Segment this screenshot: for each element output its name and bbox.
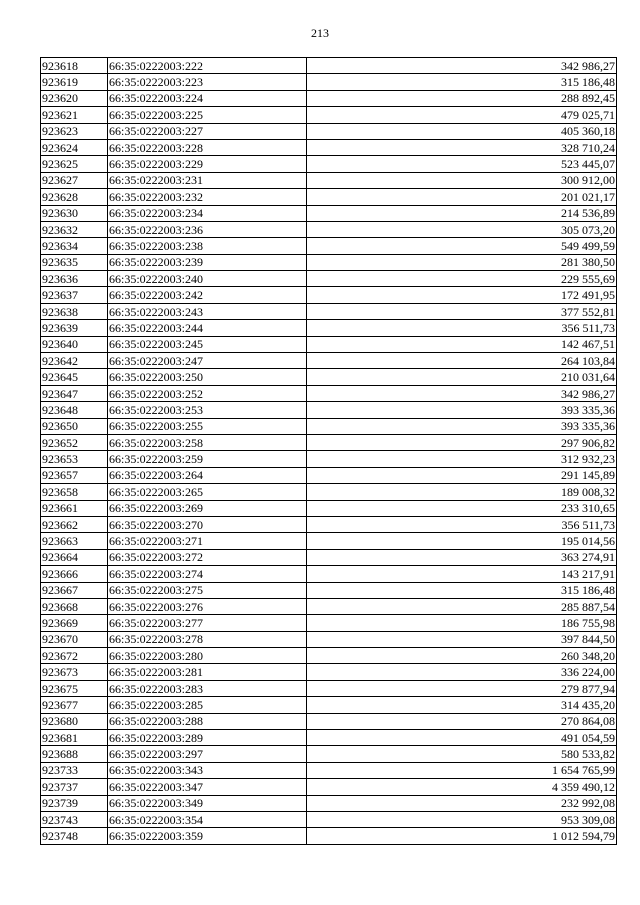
cadastral-value-cell: 201 021,17 bbox=[307, 189, 617, 205]
cadastral-number-cell: 66:35:0222003:280 bbox=[108, 648, 307, 664]
cadastral-number-cell: 66:35:0222003:229 bbox=[108, 156, 307, 172]
row-id-cell: 923624 bbox=[41, 139, 108, 155]
table-row bbox=[41, 549, 617, 565]
cadastral-value-cell: 328 710,24 bbox=[307, 139, 617, 155]
table-row bbox=[41, 484, 617, 500]
cadastral-value-cell: 397 844,50 bbox=[307, 631, 617, 647]
table-row bbox=[41, 238, 617, 254]
row-id-cell: 923672 bbox=[41, 648, 108, 664]
cadastral-number-cell: 66:35:0222003:343 bbox=[108, 762, 307, 778]
row-id-cell: 923733 bbox=[41, 762, 108, 778]
cadastral-number-cell: 66:35:0222003:253 bbox=[108, 402, 307, 418]
table-row bbox=[41, 598, 617, 614]
cadastral-value-cell: 232 992,08 bbox=[307, 795, 617, 811]
cadastral-number-cell: 66:35:0222003:283 bbox=[108, 680, 307, 696]
cadastral-value-cell: 342 986,27 bbox=[307, 385, 617, 401]
row-id-cell: 923657 bbox=[41, 467, 108, 483]
row-id-cell: 923664 bbox=[41, 549, 108, 565]
cadastral-value-cell: 393 335,36 bbox=[307, 402, 617, 418]
table-row bbox=[41, 90, 617, 106]
cadastral-number-cell: 66:35:0222003:274 bbox=[108, 566, 307, 582]
table-row bbox=[41, 500, 617, 516]
table-row bbox=[41, 287, 617, 303]
cadastral-number-cell: 66:35:0222003:242 bbox=[108, 287, 307, 303]
row-id-cell: 923627 bbox=[41, 172, 108, 188]
cadastral-value-cell: 393 335,36 bbox=[307, 418, 617, 434]
cadastral-value-cell: 312 932,23 bbox=[307, 451, 617, 467]
row-id-cell: 923680 bbox=[41, 713, 108, 729]
cadastral-number-cell: 66:35:0222003:278 bbox=[108, 631, 307, 647]
row-id-cell: 923743 bbox=[41, 811, 108, 827]
table-row bbox=[41, 58, 617, 74]
row-id-cell: 923681 bbox=[41, 730, 108, 746]
row-id-cell: 923666 bbox=[41, 566, 108, 582]
cadastral-number-cell: 66:35:0222003:239 bbox=[108, 254, 307, 270]
cadastral-number-cell: 66:35:0222003:238 bbox=[108, 238, 307, 254]
cadastral-value-cell: 363 274,91 bbox=[307, 549, 617, 565]
cadastral-number-cell: 66:35:0222003:275 bbox=[108, 582, 307, 598]
table-row bbox=[41, 385, 617, 401]
cadastral-value-cell: 314 435,20 bbox=[307, 697, 617, 713]
cadastral-value-cell: 189 008,32 bbox=[307, 484, 617, 500]
cadastral-number-cell: 66:35:0222003:236 bbox=[108, 221, 307, 237]
row-id-cell: 923635 bbox=[41, 254, 108, 270]
row-id-cell: 923623 bbox=[41, 123, 108, 139]
cadastral-number-cell: 66:35:0222003:264 bbox=[108, 467, 307, 483]
cadastral-value-cell: 342 986,27 bbox=[307, 58, 617, 74]
cadastral-number-cell: 66:35:0222003:245 bbox=[108, 336, 307, 352]
table-row bbox=[41, 631, 617, 647]
cadastral-value-cell: 285 887,54 bbox=[307, 598, 617, 614]
table-body bbox=[41, 58, 617, 845]
row-id-cell: 923653 bbox=[41, 451, 108, 467]
row-id-cell: 923620 bbox=[41, 90, 108, 106]
table-row bbox=[41, 172, 617, 188]
cadastral-value-cell: 270 864,08 bbox=[307, 713, 617, 729]
row-id-cell: 923673 bbox=[41, 664, 108, 680]
cadastral-value-cell: 580 533,82 bbox=[307, 746, 617, 762]
cadastral-number-cell: 66:35:0222003:243 bbox=[108, 303, 307, 319]
cadastral-number-cell: 66:35:0222003:272 bbox=[108, 549, 307, 565]
cadastral-value-cell: 281 380,50 bbox=[307, 254, 617, 270]
table-row bbox=[41, 467, 617, 483]
cadastral-value-cell: 549 499,59 bbox=[307, 238, 617, 254]
table-row bbox=[41, 697, 617, 713]
row-id-cell: 923669 bbox=[41, 615, 108, 631]
cadastral-value-cell: 523 445,07 bbox=[307, 156, 617, 172]
cadastral-number-cell: 66:35:0222003:247 bbox=[108, 353, 307, 369]
cadastral-number-cell: 66:35:0222003:244 bbox=[108, 320, 307, 336]
cadastral-number-cell: 66:35:0222003:276 bbox=[108, 598, 307, 614]
row-id-cell: 923636 bbox=[41, 271, 108, 287]
row-id-cell: 923647 bbox=[41, 385, 108, 401]
cadastral-value-cell: 297 906,82 bbox=[307, 434, 617, 450]
cadastral-number-cell: 66:35:0222003:222 bbox=[108, 58, 307, 74]
cadastral-number-cell: 66:35:0222003:259 bbox=[108, 451, 307, 467]
cadastral-value-table bbox=[40, 57, 617, 845]
cadastral-value-cell: 315 186,48 bbox=[307, 582, 617, 598]
table-row bbox=[41, 828, 617, 844]
row-id-cell: 923661 bbox=[41, 500, 108, 516]
row-id-cell: 923668 bbox=[41, 598, 108, 614]
cadastral-number-cell: 66:35:0222003:354 bbox=[108, 811, 307, 827]
row-id-cell: 923628 bbox=[41, 189, 108, 205]
cadastral-number-cell: 66:35:0222003:265 bbox=[108, 484, 307, 500]
row-id-cell: 923650 bbox=[41, 418, 108, 434]
row-id-cell: 923634 bbox=[41, 238, 108, 254]
cadastral-value-cell: 195 014,56 bbox=[307, 533, 617, 549]
cadastral-value-cell: 214 536,89 bbox=[307, 205, 617, 221]
cadastral-value-cell: 260 348,20 bbox=[307, 648, 617, 664]
table-row bbox=[41, 434, 617, 450]
cadastral-value-cell: 233 310,65 bbox=[307, 500, 617, 516]
table-row bbox=[41, 107, 617, 123]
cadastral-value-cell: 356 511,73 bbox=[307, 516, 617, 532]
cadastral-number-cell: 66:35:0222003:297 bbox=[108, 746, 307, 762]
page-number: 213 bbox=[311, 26, 329, 40]
cadastral-value-cell: 4 359 490,12 bbox=[307, 779, 617, 795]
table-row bbox=[41, 271, 617, 287]
cadastral-number-cell: 66:35:0222003:269 bbox=[108, 500, 307, 516]
table-row bbox=[41, 680, 617, 696]
cadastral-value-cell: 479 025,71 bbox=[307, 107, 617, 123]
table-row bbox=[41, 402, 617, 418]
cadastral-number-cell: 66:35:0222003:281 bbox=[108, 664, 307, 680]
cadastral-number-cell: 66:35:0222003:227 bbox=[108, 123, 307, 139]
cadastral-value-cell: 1 654 765,99 bbox=[307, 762, 617, 778]
cadastral-number-cell: 66:35:0222003:234 bbox=[108, 205, 307, 221]
row-id-cell: 923619 bbox=[41, 74, 108, 90]
cadastral-value-cell: 142 467,51 bbox=[307, 336, 617, 352]
cadastral-value-cell: 300 912,00 bbox=[307, 172, 617, 188]
cadastral-value-cell: 291 145,89 bbox=[307, 467, 617, 483]
cadastral-number-cell: 66:35:0222003:250 bbox=[108, 369, 307, 385]
table-row bbox=[41, 123, 617, 139]
table-row bbox=[41, 205, 617, 221]
row-id-cell: 923632 bbox=[41, 221, 108, 237]
row-id-cell: 923748 bbox=[41, 828, 108, 844]
cadastral-number-cell: 66:35:0222003:231 bbox=[108, 172, 307, 188]
table-row bbox=[41, 221, 617, 237]
table-row bbox=[41, 795, 617, 811]
row-id-cell: 923737 bbox=[41, 779, 108, 795]
cadastral-value-cell: 305 073,20 bbox=[307, 221, 617, 237]
cadastral-number-cell: 66:35:0222003:232 bbox=[108, 189, 307, 205]
cadastral-number-cell: 66:35:0222003:255 bbox=[108, 418, 307, 434]
row-id-cell: 923677 bbox=[41, 697, 108, 713]
row-id-cell: 923652 bbox=[41, 434, 108, 450]
cadastral-value-cell: 1 012 594,79 bbox=[307, 828, 617, 844]
row-id-cell: 923739 bbox=[41, 795, 108, 811]
row-id-cell: 923670 bbox=[41, 631, 108, 647]
row-id-cell: 923625 bbox=[41, 156, 108, 172]
row-id-cell: 923658 bbox=[41, 484, 108, 500]
row-id-cell: 923618 bbox=[41, 58, 108, 74]
cadastral-value-cell: 186 755,98 bbox=[307, 615, 617, 631]
cadastral-number-cell: 66:35:0222003:277 bbox=[108, 615, 307, 631]
cadastral-value-cell: 377 552,81 bbox=[307, 303, 617, 319]
cadastral-number-cell: 66:35:0222003:288 bbox=[108, 713, 307, 729]
table-row bbox=[41, 451, 617, 467]
cadastral-value-cell: 336 224,00 bbox=[307, 664, 617, 680]
row-id-cell: 923662 bbox=[41, 516, 108, 532]
row-id-cell: 923638 bbox=[41, 303, 108, 319]
cadastral-value-cell: 288 892,45 bbox=[307, 90, 617, 106]
table-row bbox=[41, 516, 617, 532]
table-row bbox=[41, 303, 617, 319]
cadastral-number-cell: 66:35:0222003:240 bbox=[108, 271, 307, 287]
table-row bbox=[41, 320, 617, 336]
cadastral-number-cell: 66:35:0222003:359 bbox=[108, 828, 307, 844]
row-id-cell: 923630 bbox=[41, 205, 108, 221]
table-row bbox=[41, 762, 617, 778]
table-row bbox=[41, 353, 617, 369]
cadastral-number-cell: 66:35:0222003:224 bbox=[108, 90, 307, 106]
row-id-cell: 923621 bbox=[41, 107, 108, 123]
table-row bbox=[41, 336, 617, 352]
table-row bbox=[41, 533, 617, 549]
cadastral-value-cell: 279 877,94 bbox=[307, 680, 617, 696]
row-id-cell: 923688 bbox=[41, 746, 108, 762]
row-id-cell: 923640 bbox=[41, 336, 108, 352]
row-id-cell: 923667 bbox=[41, 582, 108, 598]
row-id-cell: 923663 bbox=[41, 533, 108, 549]
cadastral-number-cell: 66:35:0222003:252 bbox=[108, 385, 307, 401]
row-id-cell: 923637 bbox=[41, 287, 108, 303]
row-id-cell: 923675 bbox=[41, 680, 108, 696]
row-id-cell: 923642 bbox=[41, 353, 108, 369]
cadastral-value-cell: 143 217,91 bbox=[307, 566, 617, 582]
table-row bbox=[41, 746, 617, 762]
cadastral-value-cell: 953 309,08 bbox=[307, 811, 617, 827]
table-row bbox=[41, 615, 617, 631]
table-row bbox=[41, 648, 617, 664]
cadastral-number-cell: 66:35:0222003:347 bbox=[108, 779, 307, 795]
cadastral-value-cell: 356 511,73 bbox=[307, 320, 617, 336]
row-id-cell: 923645 bbox=[41, 369, 108, 385]
cadastral-number-cell: 66:35:0222003:258 bbox=[108, 434, 307, 450]
cadastral-number-cell: 66:35:0222003:270 bbox=[108, 516, 307, 532]
table-row bbox=[41, 74, 617, 90]
table-row bbox=[41, 156, 617, 172]
cadastral-number-cell: 66:35:0222003:289 bbox=[108, 730, 307, 746]
cadastral-value-cell: 172 491,95 bbox=[307, 287, 617, 303]
cadastral-number-cell: 66:35:0222003:271 bbox=[108, 533, 307, 549]
table-row bbox=[41, 811, 617, 827]
table-row bbox=[41, 566, 617, 582]
table-row bbox=[41, 713, 617, 729]
table-row bbox=[41, 664, 617, 680]
table-row bbox=[41, 779, 617, 795]
table-row bbox=[41, 418, 617, 434]
cadastral-value-cell: 210 031,64 bbox=[307, 369, 617, 385]
cadastral-value-cell: 405 360,18 bbox=[307, 123, 617, 139]
cadastral-value-cell: 229 555,69 bbox=[307, 271, 617, 287]
table-row bbox=[41, 730, 617, 746]
cadastral-number-cell: 66:35:0222003:225 bbox=[108, 107, 307, 123]
table-row bbox=[41, 582, 617, 598]
table-row bbox=[41, 139, 617, 155]
cadastral-number-cell: 66:35:0222003:349 bbox=[108, 795, 307, 811]
cadastral-value-cell: 315 186,48 bbox=[307, 74, 617, 90]
cadastral-value-cell: 491 054,59 bbox=[307, 730, 617, 746]
table-row bbox=[41, 189, 617, 205]
table-row bbox=[41, 369, 617, 385]
row-id-cell: 923639 bbox=[41, 320, 108, 336]
cadastral-number-cell: 66:35:0222003:285 bbox=[108, 697, 307, 713]
cadastral-value-cell: 264 103,84 bbox=[307, 353, 617, 369]
cadastral-number-cell: 66:35:0222003:228 bbox=[108, 139, 307, 155]
cadastral-number-cell: 66:35:0222003:223 bbox=[108, 74, 307, 90]
table-row bbox=[41, 254, 617, 270]
row-id-cell: 923648 bbox=[41, 402, 108, 418]
